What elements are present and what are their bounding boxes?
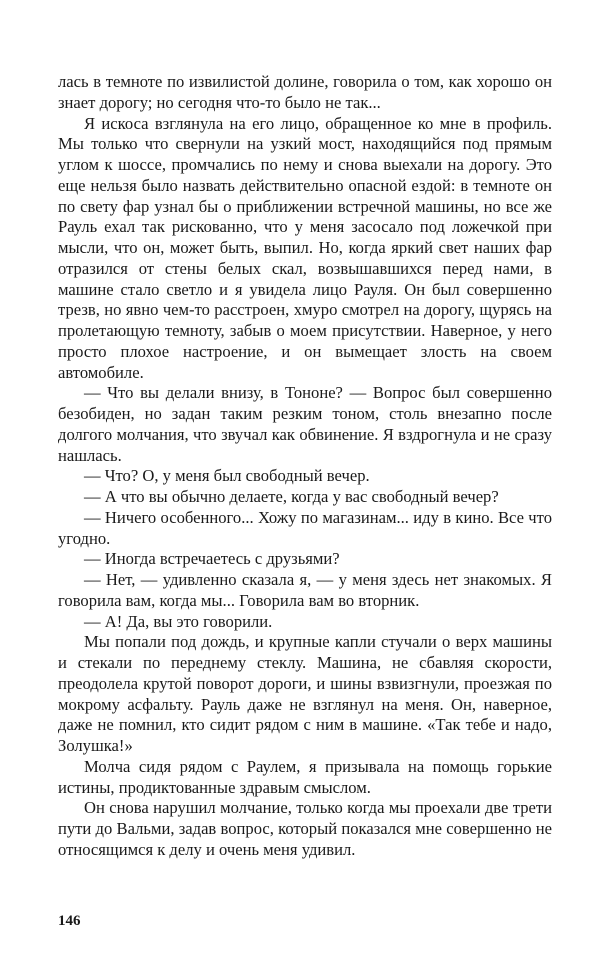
dialogue-line: — Иногда встречаетесь с друзьями?: [84, 549, 340, 569]
paragraph: Молча сидя рядом с Раулем, я призывала на помощь горькие истины, продиктованные здравым смыслом.: [58, 756, 552, 797]
dialogue-line: — А что вы обычно делаете, когда у вас свободный вечер?: [84, 487, 499, 506]
paragraph: Он снова нарушил молчание, только когда мы проехали две трети пути до Вальми, задав вопрос, который показался мне совершенно не относящимся к делу и очень меня удивил.: [58, 798, 552, 859]
dialogue-line: — Что? О, у меня был свободный вечер.: [84, 466, 370, 486]
paragraph: Я искоса взглянула на его лицо, обращенное ко мне в профиль. Мы только что свернули на узкий мост, находящийся под прямым углом к шоссе, промчались по нему и снова выехали на дорогу. Это еще нельзя было назвать действительно опасной ездой: в темноте он по свету фар узнал бы о приближении встречной машины, но все же Рауль ехал так рискованно, что у меня засосало под ложечкой при мысли, что он, может быть, выпил. Но, когда яркий свет наших фар отразился от стены белых скал, возвышавшихся перед нами, в машине стало светло и я увидела лицо Рауля. Он был совершенно трезв, но явно чем-то расстроен, хмуро смотрел на дорогу, щурясь на пролетающую темноту, забыв о моем присутствии. Наверное, у него просто плохое настроение, и он вымещает злость на своем автомобиле.: [58, 113, 552, 382]
dialogue-line: — Ничего особенного... Хожу по магазинам... иду в кино. Все что угодно.: [58, 507, 552, 548]
page-number: 146: [58, 913, 81, 929]
dialogue-line: — Что вы делали внизу, в Тононе? — Вопрос был совершенно безобиден, но задан таким резким тоном, столь внезапно после долгого молчания, что звучал как обвинение. Я вздрогнула и не сразу нашлась.: [58, 383, 552, 465]
page-body: [58, 72, 552, 861]
dialogue-line: — А! Да, вы это говорили.: [84, 611, 273, 631]
dialogue-line: — Нет, — удивленно сказала я, — у меня здесь нет знакомых. Я говорила вам, когда мы... Говорила вам во вторник.: [58, 570, 552, 610]
paragraph-continuation: лась в темноте по извилистой долине, говорила о том, как хорошо он знает дорогу; но сегодня что-то было не так...: [58, 72, 552, 112]
paragraph: Мы попали под дождь, и крупные капли стучали о верх машины и стекали по переднему стеклу. Машина, не сбавляя скорости, преодолела крутой поворот дороги, и шины взвизгнули, проезжая по мокрому асфальту. Рауль даже не взглянул на меня. Он, наверное, даже не помнил, кто сидит рядом с ним в машине. «Так тебе и надо, Золушка!»: [58, 632, 552, 755]
